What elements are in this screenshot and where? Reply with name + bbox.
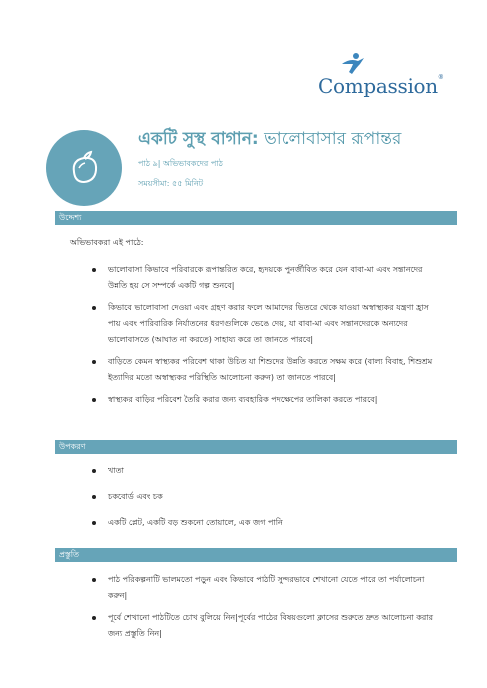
mango-icon xyxy=(64,148,104,188)
objectives-heading: উদ্দেশ্য xyxy=(55,211,457,225)
list-item: কিভাবে ভালোবাসা দেওয়া এবং গ্রহণ করার ফলে আমাদের ভিতরে থেকে যাওয়া অস্বাস্থ্যকর যন্ত্রণা হ্রাস পায় এবং পারিবারিক নির্যাতনের ধরণগুলিকে ভেঙে দেয়, যা বাবা-মা এবং সন্তানদেরকে অন্যদের ভালোবাসতে (আঘাত না করতে) সাহায্য করে তা জানতে পারবে| xyxy=(92,300,437,348)
materials-list xyxy=(92,463,437,531)
logo-wordmark: Compassion® xyxy=(318,74,444,98)
mango-badge xyxy=(46,130,122,206)
list-item: পূর্বে শেখানো পাঠটিতে চোখ বুলিয়ে নিন|পূর্বের পাঠের বিষয়গুলো ক্লাসের শুরুতে দ্রুত আলোচনা করার জন্য প্রস্তুতি নিন| xyxy=(92,610,437,642)
materials-heading: উপকরণ xyxy=(55,440,457,454)
lesson-title: একটি সুস্থ বাগান: ভালোবাসার রূপান্তর xyxy=(138,129,402,149)
objectives-intro: অভিভাবকরা এই পাঠে: xyxy=(70,238,144,247)
lesson-header xyxy=(46,118,446,198)
preparation-heading: প্রস্তুতি xyxy=(55,548,457,562)
lesson-subtitle: পাঠ ৯| অভিভাবকদের পাঠ xyxy=(138,159,223,168)
list-item: বাড়িতে কেমন স্বাস্থ্যকর পরিবেশ থাকা উচিত যা শিশুদের উন্নতি করতে সক্ষম করে (বাল্য বিবাহ, শিশুশ্রম ইত্যাদির মতো অস্বাস্থ্যকর পরিস্থিতি আলোচনা করুন) তা জানতে পারবে| xyxy=(92,354,437,386)
list-item: চকবোর্ড এবং চক xyxy=(92,489,437,505)
compassion-logo xyxy=(318,52,444,102)
figure-icon xyxy=(338,52,368,76)
list-item: স্বাস্থ্যকর বাড়ির পরিবেশ তৈরি করার জন্য ব্যবহারিক পদক্ষেপের তালিকা করতে পারবে| xyxy=(92,392,437,408)
preparation-list xyxy=(92,572,437,642)
list-item: পাঠ পরিকল্পনাটি ভালমতো পড়ুন এবং কিভাবে পাঠটি সুন্দরভাবে শেখানো যেতে পারে তা পর্যালোচনা করুন| xyxy=(92,572,437,604)
lesson-duration: সময়সীমা: ৫৫ মিনিট xyxy=(138,179,204,188)
list-item: একটি প্লেট, একটি বড় শুকনো তোয়ালে, এক জগ পানি xyxy=(92,515,437,531)
list-item: ভালোবাসা কিভাবে পরিবারকে রূপান্তরিত করে, হৃদয়কে পুনর্জীবিত করে যেন বাবা-মা এবং সন্তানদের উন্নতি হয় সে সম্পর্কে একটি গল্প শুনবে| xyxy=(92,262,437,294)
objectives-list xyxy=(92,262,437,408)
list-item: খাতা xyxy=(92,463,437,479)
